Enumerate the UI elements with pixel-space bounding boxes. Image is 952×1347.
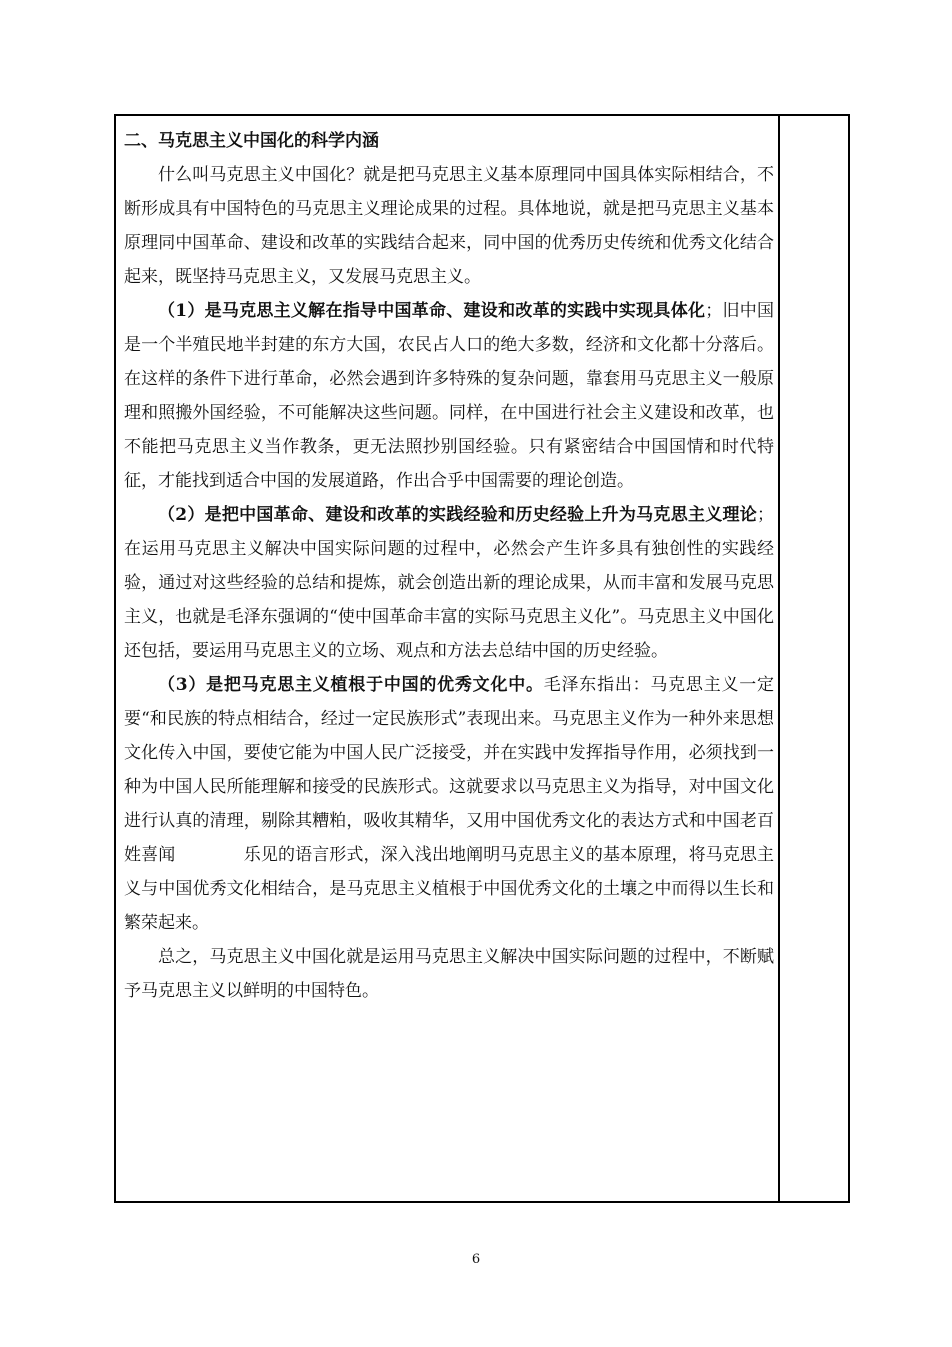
conclusion-paragraph: 总之，马克思主义中国化就是运用马克思主义解决中国实际问题的过程中，不断赋予马克思主义以鲜明的中国特色。	[124, 947, 774, 1001]
column-divider	[778, 116, 780, 1201]
point-2-text: ；在运用马克思主义解决中国实际问题的过程中，必然会产生许多具有独创性的实践经验，通过对这些经验的总结和提炼，就会创造出新的理论成果，从而丰富和发展马克思主义，也就是毛泽东强调的“使中国革命丰富的实际马克思主义化”。马克思主义中国化还包括，要运用马克思主义的立场、观点和方法去总结中国的历史经验。	[124, 505, 774, 661]
point-3-bold: （3）是把马克思主义植根于中国的优秀文化中。	[158, 675, 544, 695]
point-3-paragraph	[124, 668, 774, 940]
intro-paragraph: 什么叫马克思主义中国化？就是把马克思主义基本原理同中国具体实际相结合，不断形成具有中国特色的马克思主义理论成果的过程。具体地说，就是把马克思主义基本原理同中国革命、建设和改革的实践结合起来，同中国的优秀历史传统和优秀文化结合起来，既坚持马克思主义，又发展马克思主义。	[124, 165, 774, 287]
point-3-text: 毛泽东指出：马克思主义一定要“和民族的特点相结合，经过一定民族形式”表现出来。马克思主义作为一种外来思想文化传入中国，要使它能为中国人民广泛接受，并在实践中发挥指导作用，必须找到一种为中国人民所能理解和接受的民族形式。这就要求以马克思主义为指导，对中国文化进行认真的清理，剔除其糟粕，吸收其精华，又用中国优秀文化的表达方式和中国老百姓喜闻 乐见的语言形式，深入浅出地阐明马克思主义的基本原理，将马克思主义与中国优秀文化相结合，是马克思主义植根于中国优秀文化的土壤之中而得以生长和繁荣起来。	[124, 675, 775, 933]
main-cell	[124, 124, 774, 1008]
page-number: 6	[471, 1252, 481, 1267]
point-2-bold: （2）是把中国革命、建设和改革的实践经验和历史经验上升为马克思主义理论	[158, 505, 757, 525]
point-1-bold: （1）是马克思主义解在指导中国革命、建设和改革的实践中实现具体化	[158, 301, 706, 321]
point-1-text: ；旧中国是一个半殖民地半封建的东方大国，农民占人口的绝大多数，经济和文化都十分落后。在这样的条件下进行革命，必然会遇到许多特殊的复杂问题，靠套用马克思主义一般原理和照搬外国经验，不可能解决这些问题。同样，在中国进行社会主义建设和改革，也不能把马克思主义当作教条，更无法照抄别国经验。只有紧密结合中国国情和时代特征，才能找到适合中国的发展道路，作出合乎中国需要的理论创造。	[124, 301, 775, 491]
point-2-paragraph	[124, 498, 774, 668]
point-1-paragraph	[124, 294, 774, 498]
section-heading: 二、马克思主义中国化的科学内涵	[124, 131, 379, 151]
content-table	[114, 114, 850, 1203]
